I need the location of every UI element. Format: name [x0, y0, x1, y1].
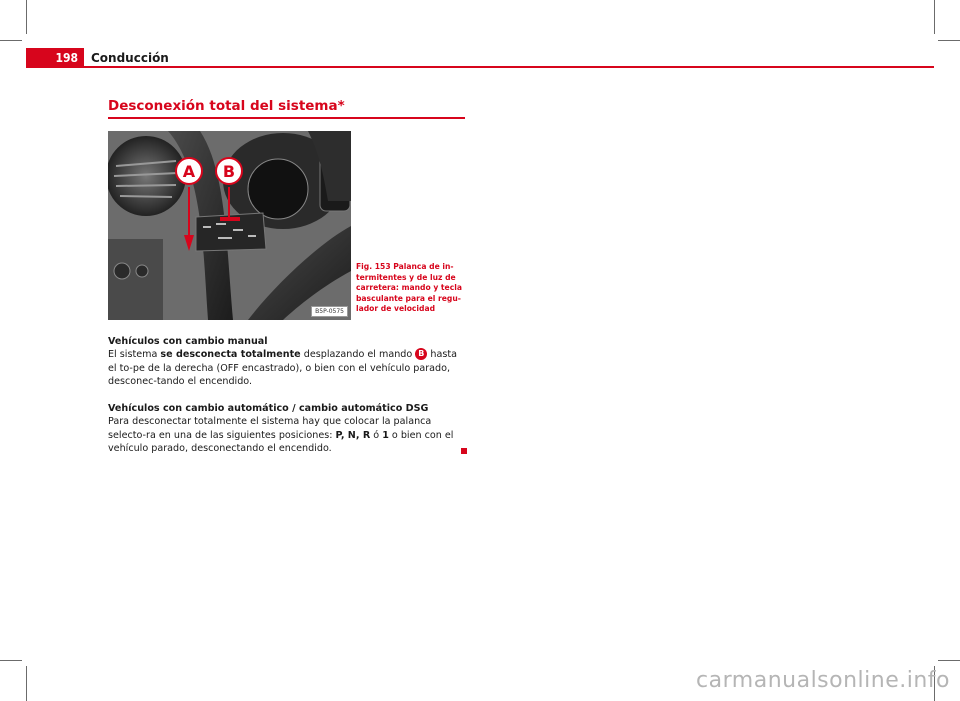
- chapter-title: Conducción: [91, 51, 169, 65]
- crop-mark: [0, 40, 22, 41]
- watermark: carmanualsonline.info: [696, 668, 950, 693]
- section-rule: [108, 117, 465, 119]
- automatic-text-2: ó: [370, 429, 383, 441]
- manual-heading: Vehículos con cambio manual: [108, 336, 268, 347]
- automatic-positions: P, N, R: [335, 429, 371, 441]
- figure-steering-lever: [108, 131, 351, 320]
- page-number: 198: [26, 48, 84, 68]
- section-title: Desconexión total del sistema*: [108, 98, 345, 114]
- marker-b: B: [415, 348, 427, 360]
- manual-text-1: El sistema: [108, 349, 161, 361]
- section-end-mark: [461, 448, 467, 454]
- figure-caption: Fig. 153 Palanca de in-termitentes y de luz de carretera: mando y tecla basculante para el regu-lador de velocidad: [356, 262, 462, 314]
- manual-paragraph: [108, 348, 468, 388]
- header-rule: [84, 66, 934, 68]
- manual-section: [108, 335, 468, 389]
- automatic-paragraph: [108, 415, 468, 455]
- automatic-gear: 1: [382, 429, 389, 441]
- manual-bold: se desconecta totalmente: [160, 349, 301, 361]
- manual-text-3: hasta el to-pe de la derecha (OFF encastrado), o bien con el vehículo parado, desconec-tando el encendido.: [108, 349, 457, 388]
- figure-label-b: B: [222, 162, 236, 181]
- automatic-text-1: Para desconectar totalmente el sistema hay que colocar la palanca selecto-ra en una de las siguientes posiciones:: [108, 416, 432, 441]
- manual-text-2: desplazando el mando: [300, 349, 416, 361]
- steering-lever-illustration: [108, 131, 351, 320]
- crop-mark: [938, 660, 960, 661]
- automatic-heading: Vehículos con cambio automático / cambio automático DSG: [108, 403, 429, 414]
- crop-mark: [938, 40, 960, 41]
- figure-label-a: A: [182, 162, 196, 181]
- crop-mark: [26, 666, 27, 701]
- automatic-section: [108, 402, 468, 456]
- crop-mark: [934, 0, 935, 34]
- crop-mark: [26, 0, 27, 34]
- automatic-text-3: o bien con el vehículo parado, desconectando el encendido.: [108, 429, 454, 455]
- crop-mark: [0, 660, 22, 661]
- figure-code: B5P-0575: [311, 306, 348, 317]
